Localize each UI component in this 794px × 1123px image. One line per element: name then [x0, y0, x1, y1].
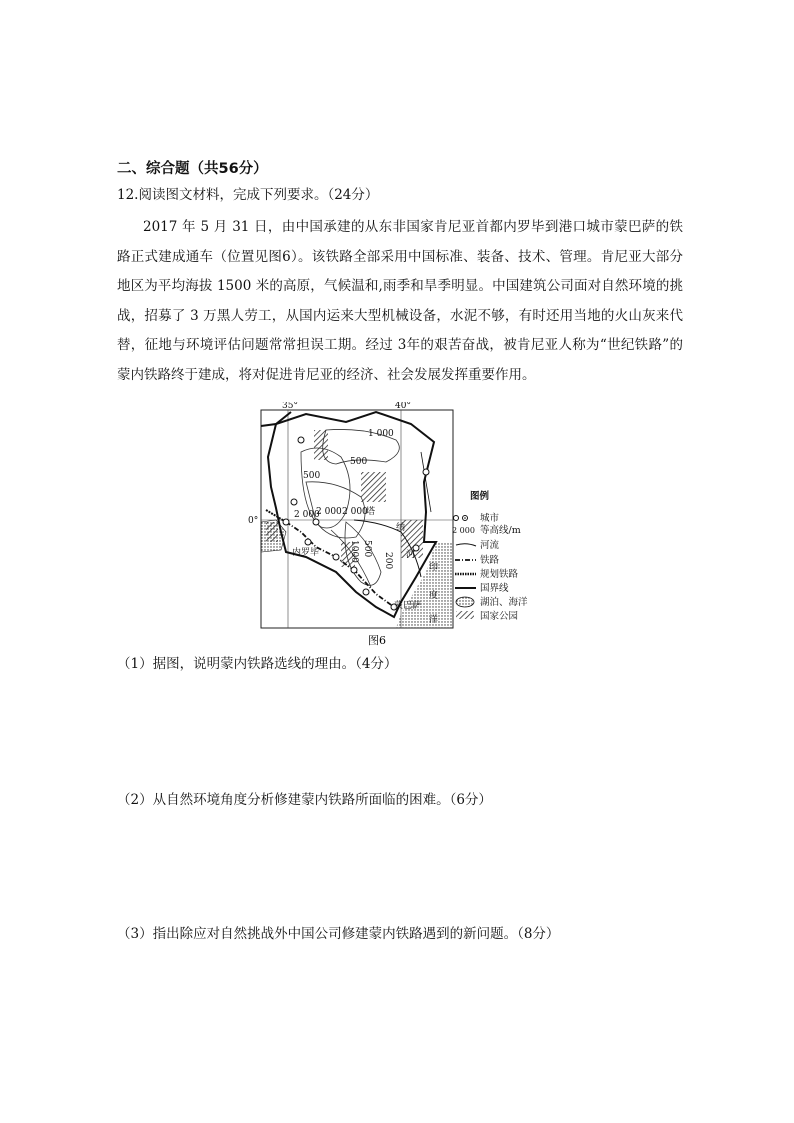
park-2 [361, 472, 386, 502]
legend-border: 国界线 [480, 583, 509, 594]
section-title: 二、综合题（共56分） [117, 161, 268, 177]
contour-label-500-v: 500 [362, 540, 372, 558]
sub-question-1: （1）据图，说明蒙内铁路选线的理由。（4分） [117, 656, 398, 672]
lat-0-label: 0° [248, 516, 259, 526]
park-5 [266, 522, 278, 542]
legend-contour-sample: 2 000 [452, 526, 475, 535]
contour-label-2000-c: 2 000 [342, 507, 368, 517]
legend-contour: 等高线/m [480, 525, 521, 536]
map-svg [246, 402, 546, 648]
contour-label-500-b: 500 [303, 471, 321, 481]
legend-title: 图例 [470, 491, 490, 502]
legend [452, 490, 528, 622]
river-label-ta: 塔 [366, 507, 376, 517]
lon-35-label: 35° [282, 402, 298, 411]
ocean-label-du: 度 [429, 591, 439, 601]
river-label-na: 纳 [396, 523, 406, 533]
legend-planned-railway: 规划铁路 [480, 569, 519, 580]
contour-label-200-v: 200 [383, 552, 393, 570]
city-label-nairobi: 内罗毕 [292, 548, 320, 558]
contour-label-1000-v: 1000 [349, 540, 359, 563]
ocean-label-yang: 洋 [429, 615, 439, 625]
legend-park: 国家公园 [480, 611, 519, 622]
contour-label-1000-top: 1 000 [368, 429, 394, 439]
kenya-map-figure [246, 402, 546, 648]
contour-label-2000-b: 2 000 [316, 507, 342, 517]
contour-label-2000-a: 2 000 [294, 510, 320, 520]
sub-question-2: （2）从自然环境角度分析修建蒙内铁路所面临的困难。（6分） [117, 792, 492, 808]
city-label-mombasa: 蒙巴萨 [394, 601, 422, 611]
sub-question-3: （3）指出除应对自然挑战外中国公司修建蒙内铁路遇到的新问题。（8分） [117, 926, 560, 942]
legend-lake: 湖泊、海洋 [480, 597, 528, 608]
ocean-label-yin: 印 [429, 563, 439, 573]
material-paragraph: 2017 年 5 月 31 日，由中国承建的从东非国家肯尼亚首都内罗毕到港口城市蒙巴萨的铁路正式建成通车（位置见图6）。该铁路全部采用中国标准、装备、技术、管理。肯尼亚大部分地区为平均海拔 1500 米的高原，气候温和,雨季和旱季明显。中国建筑公司面对自然环境的挑战，招募了 3 万黑人劳工，从国内运来大型机械设备，水泥不够，有时还用当地的火山灰来代替，征地与环境评估问题常常担误工期。经过 3年的艰苦奋战，被肯尼亚人称为“世纪铁路”的蒙内铁路终于建成，将对促进肯尼亚的经济、社会发展发挥重要作用。 [117, 219, 683, 383]
legend-river: 河流 [480, 540, 500, 551]
contour-label-500-a: 500 [350, 457, 368, 467]
border-north [261, 412, 291, 426]
river-label-he: 河 [406, 550, 416, 560]
legend-railway: 铁路 [480, 555, 500, 566]
park-1 [314, 430, 328, 460]
legend-city: 城市 [480, 513, 500, 524]
lon-40-label: 40° [395, 402, 411, 411]
figure-caption: 图6 [368, 634, 386, 647]
question-stem: 12.阅读图文材料，完成下列要求。（24分） [117, 187, 379, 203]
